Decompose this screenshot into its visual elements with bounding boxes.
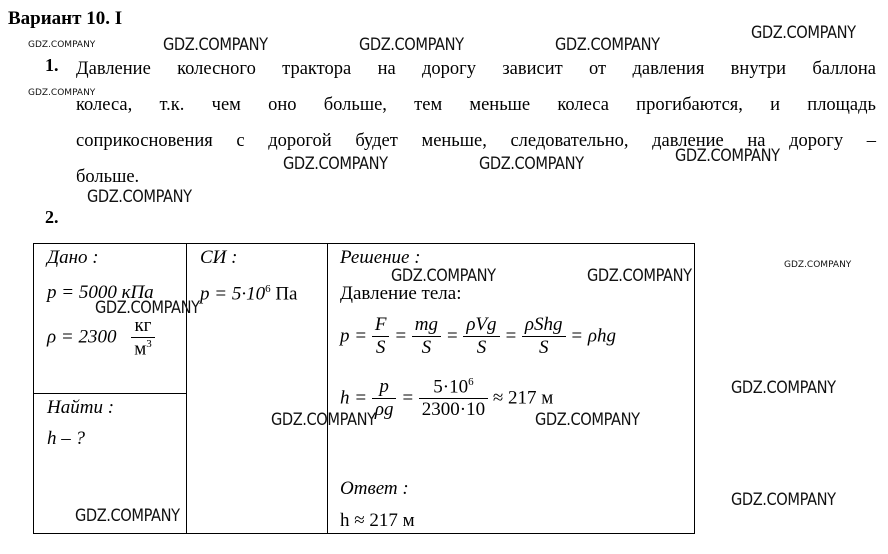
watermark: GDZ.COMPANY (359, 35, 464, 55)
najti-value: h – ? (47, 428, 85, 449)
density-unit-num: кг (131, 315, 155, 338)
pressure-formula: p = $\frac{F}{S}$ = $\frac{mg}{S}$ = $\frac{\text{ρVg}}{S}$ = $\frac{\text{ρShg}}{S}$ = ρhg (340, 314, 616, 358)
watermark: GDZ.COMPANY (75, 506, 180, 526)
najti-label: Найти : (47, 397, 115, 418)
watermark: GDZ.COMPANY (271, 410, 376, 430)
davlenie-tela: Давление тела: (340, 283, 462, 304)
watermark: GDZ.COMPANY (28, 88, 96, 98)
watermark: GDZ.COMPANY (479, 154, 584, 174)
watermark: GDZ.COMPANY (751, 23, 856, 43)
watermark: GDZ.COMPANY (391, 266, 496, 286)
si-label: СИ : (200, 247, 238, 268)
dano-label: Дано : (47, 247, 99, 268)
density-unit-den: м (134, 338, 147, 360)
si-value: $p = 5\cdot 10^6$ Па (200, 283, 298, 305)
watermark: GDZ.COMPANY (283, 154, 388, 174)
watermark: GDZ.COMPANY (731, 378, 836, 398)
item-1-line: колеса, т.к. чем оно больше, тем меньше колеса прогибаются, и площадь (76, 95, 876, 115)
item-2-number: 2. (45, 207, 59, 227)
watermark: GDZ.COMPANY (87, 187, 192, 207)
item-1-line: больше. (76, 167, 140, 187)
otvet-value: h ≈ 217 м (340, 510, 415, 531)
variant-heading: Вариант 10. I (8, 8, 123, 29)
watermark: GDZ.COMPANY (784, 260, 852, 270)
item-1-line: Давление колесного трактора на дорогу зависит от давления внутри баллона (76, 59, 876, 79)
watermark: GDZ.COMPANY (555, 35, 660, 55)
item-1-line: соприкосновения с дорогой будет меньше, следовательно, давление на дорогу – (76, 131, 876, 151)
reshenie-label: Решение : (340, 247, 421, 268)
watermark: GDZ.COMPANY (535, 410, 640, 430)
dano-density: ρ = 2300 $\frac{кг}{м^3}$ (47, 315, 155, 360)
watermark: GDZ.COMPANY (587, 266, 692, 286)
otvet-label: Ответ : (340, 478, 409, 499)
dano-pressure: p = 5000 кПа (47, 282, 154, 303)
watermark: GDZ.COMPANY (675, 146, 780, 166)
watermark: GDZ.COMPANY (731, 490, 836, 510)
item-1-text (76, 51, 876, 195)
watermark: GDZ.COMPANY (28, 40, 96, 50)
item-1-number: 1. (45, 55, 59, 75)
watermark: GDZ.COMPANY (95, 298, 200, 318)
height-formula: h = $\frac{p}{\rho g}$ = $\frac{5\cdot 10^6}{2300\cdot 10}$ ≈ 217 м (340, 376, 554, 421)
watermark: GDZ.COMPANY (163, 35, 268, 55)
